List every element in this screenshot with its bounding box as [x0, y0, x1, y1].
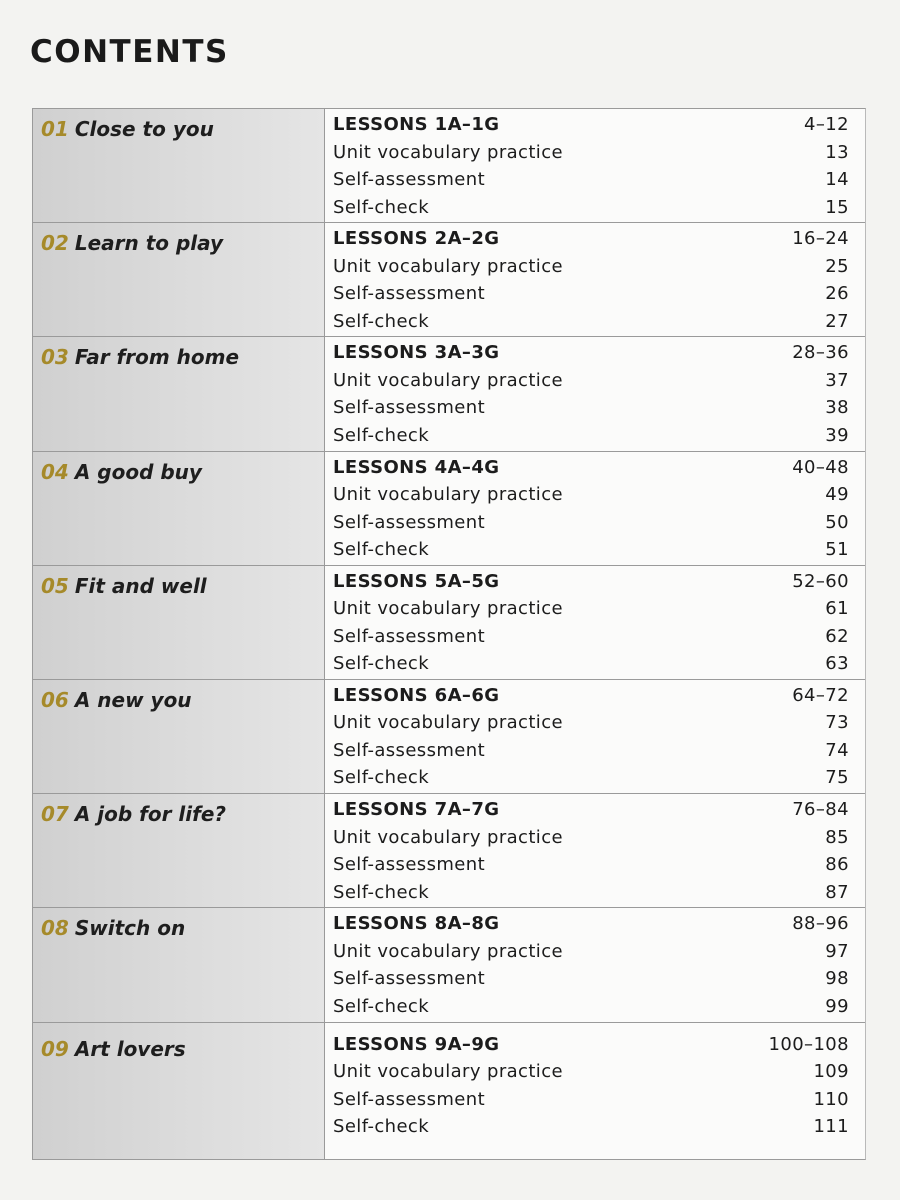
lesson-row: [333, 799, 849, 827]
unit-heading-cell: [33, 680, 325, 793]
lesson-row: [333, 571, 849, 599]
unit-heading-cell: [33, 566, 325, 679]
page-numbers: 4–12: [804, 114, 849, 135]
unit-number: 01: [41, 117, 69, 141]
unit-number: 07: [41, 802, 69, 827]
unit-heading-cell: [33, 223, 325, 336]
lesson-row: [333, 342, 849, 370]
unit-title: A new you: [74, 687, 192, 712]
lesson-row: [333, 169, 849, 197]
lesson-row: [333, 1034, 849, 1062]
page-numbers: 62: [825, 625, 849, 647]
page-numbers: 52–60: [792, 570, 849, 592]
unit-section: [33, 908, 865, 1022]
page-numbers: 49: [825, 484, 849, 506]
lesson-row: [333, 598, 849, 626]
lesson-label: Self-assessment: [333, 968, 486, 990]
lesson-label: Self-check: [333, 424, 430, 446]
unit-heading-cell: [33, 337, 325, 450]
lesson-label: Self-check: [333, 653, 430, 675]
unit-section: [33, 794, 865, 908]
lesson-row: [333, 539, 849, 567]
page-numbers: 15: [825, 196, 849, 218]
unit-title: Fit and well: [74, 573, 207, 598]
lesson-label: Unit vocabulary practice: [333, 369, 563, 391]
lesson-label: Self-check: [333, 767, 430, 789]
page-numbers: 28–36: [792, 342, 849, 364]
lesson-row: [333, 457, 849, 485]
unit-heading: [41, 1037, 324, 1061]
page-numbers: 109: [813, 1061, 849, 1082]
page-numbers: 75: [825, 767, 849, 789]
lesson-label: Self-assessment: [333, 511, 486, 533]
lesson-row: [333, 712, 849, 740]
unit-number: 03: [41, 345, 69, 370]
lesson-row: [333, 827, 849, 855]
lesson-row: [333, 882, 849, 910]
lesson-label: Self-assessment: [333, 854, 486, 876]
lesson-row: [333, 941, 849, 969]
lesson-row: [333, 142, 849, 170]
lesson-row: [333, 512, 849, 540]
lesson-row: [333, 397, 849, 425]
unit-heading: [41, 117, 324, 141]
lesson-label: Unit vocabulary practice: [333, 826, 563, 848]
lesson-list: [325, 109, 865, 222]
lesson-label: Unit vocabulary practice: [333, 712, 563, 734]
unit-heading-cell: [33, 452, 325, 565]
page-numbers: 16–24: [792, 228, 849, 250]
page-numbers: 27: [825, 310, 849, 332]
lesson-row: [333, 197, 849, 225]
lesson-row: [333, 685, 849, 713]
lesson-label: Self-assessment: [333, 397, 486, 419]
page-numbers: 86: [825, 854, 849, 876]
unit-heading-cell: [33, 1023, 325, 1159]
page-numbers: 97: [825, 940, 849, 962]
page-numbers: 51: [825, 539, 849, 561]
unit-section: [33, 452, 865, 566]
unit-heading: [41, 916, 324, 940]
page-numbers: 50: [825, 511, 849, 533]
page-numbers: 76–84: [792, 799, 849, 821]
unit-title: A job for life?: [74, 802, 227, 827]
unit-heading: [41, 574, 324, 598]
lesson-row: [333, 740, 849, 768]
page-numbers: 85: [825, 826, 849, 848]
unit-section: [33, 109, 865, 223]
page-numbers: 74: [825, 739, 849, 761]
lesson-list: [325, 566, 865, 679]
unit-heading: [41, 688, 324, 712]
lesson-label: Self-assessment: [333, 283, 486, 305]
unit-section: [33, 680, 865, 794]
lesson-row: [333, 854, 849, 882]
lesson-row: [333, 913, 849, 941]
lesson-row: [333, 228, 849, 256]
page-numbers: 14: [825, 169, 849, 190]
page-numbers: 111: [813, 1116, 849, 1137]
page-numbers: 87: [825, 881, 849, 903]
page-numbers: 61: [825, 598, 849, 620]
lesson-label: Self-check: [333, 539, 430, 561]
unit-number: 04: [41, 459, 69, 484]
lesson-label: LESSONS 6A–6G: [333, 684, 500, 706]
lesson-row: [333, 968, 849, 996]
lesson-label: Self-check: [333, 310, 430, 332]
lesson-label: Self-assessment: [333, 1088, 486, 1110]
lesson-list: [325, 794, 865, 907]
lesson-list: [325, 908, 865, 1021]
unit-title: A good buy: [74, 459, 202, 484]
unit-heading: [41, 231, 324, 255]
page-numbers: 88–96: [792, 913, 849, 935]
lesson-row: [333, 996, 849, 1024]
unit-heading: [41, 460, 324, 484]
lesson-row: [333, 283, 849, 311]
lesson-label: Self-check: [333, 881, 430, 903]
unit-title: Far from home: [74, 345, 240, 370]
lesson-row: [333, 114, 849, 142]
lesson-label: Self-check: [333, 196, 430, 218]
lesson-label: LESSONS 7A–7G: [333, 799, 500, 821]
unit-number: 06: [41, 687, 69, 712]
page-numbers: 63: [825, 653, 849, 675]
lesson-label: Self-check: [333, 995, 430, 1017]
page-numbers: 98: [825, 968, 849, 990]
lesson-label: LESSONS 8A–8G: [333, 913, 500, 935]
lesson-label: Self-assessment: [333, 625, 486, 647]
page-numbers: 39: [825, 424, 849, 446]
unit-heading-cell: [33, 109, 325, 222]
page-numbers: 73: [825, 712, 849, 734]
lesson-row: [333, 484, 849, 512]
unit-number: 05: [41, 573, 69, 598]
lesson-label: Self-assessment: [333, 739, 486, 761]
lesson-row: [333, 1089, 849, 1117]
unit-heading: [41, 345, 324, 369]
lesson-row: [333, 1116, 849, 1144]
lesson-label: LESSONS 2A–2G: [333, 228, 500, 250]
lesson-row: [333, 653, 849, 681]
lesson-label: Unit vocabulary practice: [333, 598, 563, 620]
page-numbers: 26: [825, 283, 849, 305]
lesson-list: [325, 337, 865, 450]
lesson-label: Unit vocabulary practice: [333, 484, 563, 506]
lesson-label: Self-assessment: [333, 169, 486, 190]
unit-title: Learn to play: [74, 231, 224, 256]
page-title: CONTENTS: [30, 34, 229, 70]
lesson-label: LESSONS 5A–5G: [333, 570, 500, 592]
lesson-label: LESSONS 9A–9G: [333, 1033, 500, 1055]
lesson-list: [325, 1023, 865, 1159]
unit-section: [33, 223, 865, 337]
lesson-label: LESSONS 1A–1G: [333, 114, 500, 135]
lesson-row: [333, 425, 849, 453]
lesson-label: Unit vocabulary practice: [333, 141, 563, 163]
unit-number: 08: [41, 916, 69, 941]
unit-section: [33, 566, 865, 680]
contents-table: [32, 108, 866, 1160]
lesson-label: Unit vocabulary practice: [333, 1061, 563, 1082]
lesson-row: [333, 626, 849, 654]
lesson-row: [333, 767, 849, 795]
unit-title: Close to you: [74, 117, 214, 141]
lesson-label: LESSONS 3A–3G: [333, 342, 500, 364]
unit-heading: [41, 802, 324, 826]
page-numbers: 64–72: [792, 684, 849, 706]
page-numbers: 40–48: [792, 456, 849, 478]
lesson-label: Unit vocabulary practice: [333, 940, 563, 962]
page-numbers: 25: [825, 255, 849, 277]
lesson-label: Self-check: [333, 1116, 430, 1137]
lesson-label: LESSONS 4A–4G: [333, 456, 500, 478]
unit-number: 02: [41, 231, 69, 256]
unit-heading-cell: [33, 794, 325, 907]
lesson-row: [333, 311, 849, 339]
page-numbers: 100–108: [768, 1033, 849, 1055]
unit-title: Art lovers: [74, 1036, 186, 1061]
page-numbers: 38: [825, 397, 849, 419]
lesson-list: [325, 680, 865, 793]
lesson-row: [333, 1061, 849, 1089]
lesson-row: [333, 370, 849, 398]
unit-title: Switch on: [74, 916, 186, 941]
unit-number: 09: [41, 1036, 69, 1061]
lesson-list: [325, 223, 865, 336]
unit-heading-cell: [33, 908, 325, 1021]
page-numbers: 13: [825, 141, 849, 163]
lesson-label: Unit vocabulary practice: [333, 255, 563, 277]
lesson-row: [333, 256, 849, 284]
page-numbers: 110: [813, 1088, 849, 1110]
unit-section: [33, 1023, 865, 1159]
unit-section: [33, 337, 865, 451]
page-numbers: 99: [825, 995, 849, 1017]
lesson-list: [325, 452, 865, 565]
page-numbers: 37: [825, 369, 849, 391]
